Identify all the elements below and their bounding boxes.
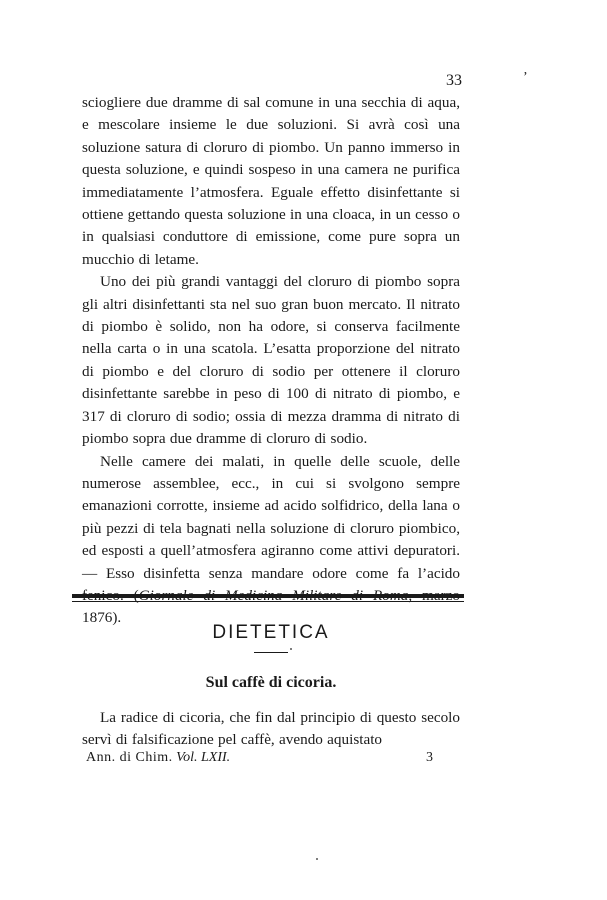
article-paragraph: La radice di cicoria, che fin dal principio di questo secolo servì di falsificazione pel caffè, avendo aquistato	[82, 709, 460, 749]
divider-thick-line	[72, 594, 464, 598]
paragraph-3-text: Nelle camere dei malati, in quelle delle scuole, delle numerose assemblee, ecc., in cui si svolgono sempre emanazioni corrotte, insieme ad acido solfidrico, della lana o più pezzi di tela bagnati nella soluzione di cloruro piombico, ed esposti a quell’atmosfera agiranno come attivi depuratori. — Esso disinfetta senza mandare odore come fa l’acido	[82, 452, 460, 582]
title-underline	[254, 652, 288, 653]
divider-thin-line	[72, 601, 464, 602]
paragraph-3-end: 1876).	[82, 609, 122, 627]
margin-mark: ’	[523, 70, 528, 85]
paragraph-3	[82, 451, 460, 630]
signature-leaf-number: 3	[426, 750, 433, 765]
section-divider	[72, 594, 464, 602]
article-body	[82, 707, 460, 752]
footer-signature	[86, 750, 458, 766]
text-column	[82, 92, 460, 630]
ink-speck	[290, 648, 292, 650]
paragraph-2: Uno dei più grandi vantaggi del cloruro di piombo sopra gli altri disinfettanti sta nel suo gran buon mercato. Il nitrato di piombo è solido, non ha odore, si conserva facilmente nella carta o in una scatola. L’esatta proporzione del nitrato di piombo e del cloruro di sodio per ottenere il cloruro disinfettante sarebbe in peso di 100 di nitrato di piombo, e 317 di cloruro di sodio; ossia di mezza dramma di nitrato di piombo sopra due dramme di cloruro di sodio.	[82, 273, 460, 448]
section-title: DIETETICA	[212, 622, 330, 643]
article-title: Sul caffè di cicoria.	[205, 674, 337, 691]
signature-prefix: Ann. di Chim.	[86, 750, 173, 765]
ink-speck	[316, 858, 318, 860]
paragraph-1: sciogliere due dramme di sal comune in una secchia di aqua, e mescolare insieme le due soluzioni. Si avrà così una soluzione satura di cloruro di piombo. Un panno immerso in questa soluzione, e quindi sospeso in una camera ne purifica immediatamente l’atmosfera. Eguale effetto disinfettante si ottiene gettando questa soluzione in una cloaca, in un cesso o in qualsiasi conduttore di emissione, come pure sopra un mucchio di letame.	[82, 94, 460, 268]
signature-volume: Vol. LXII.	[176, 750, 231, 765]
page-number: 33	[446, 72, 462, 89]
